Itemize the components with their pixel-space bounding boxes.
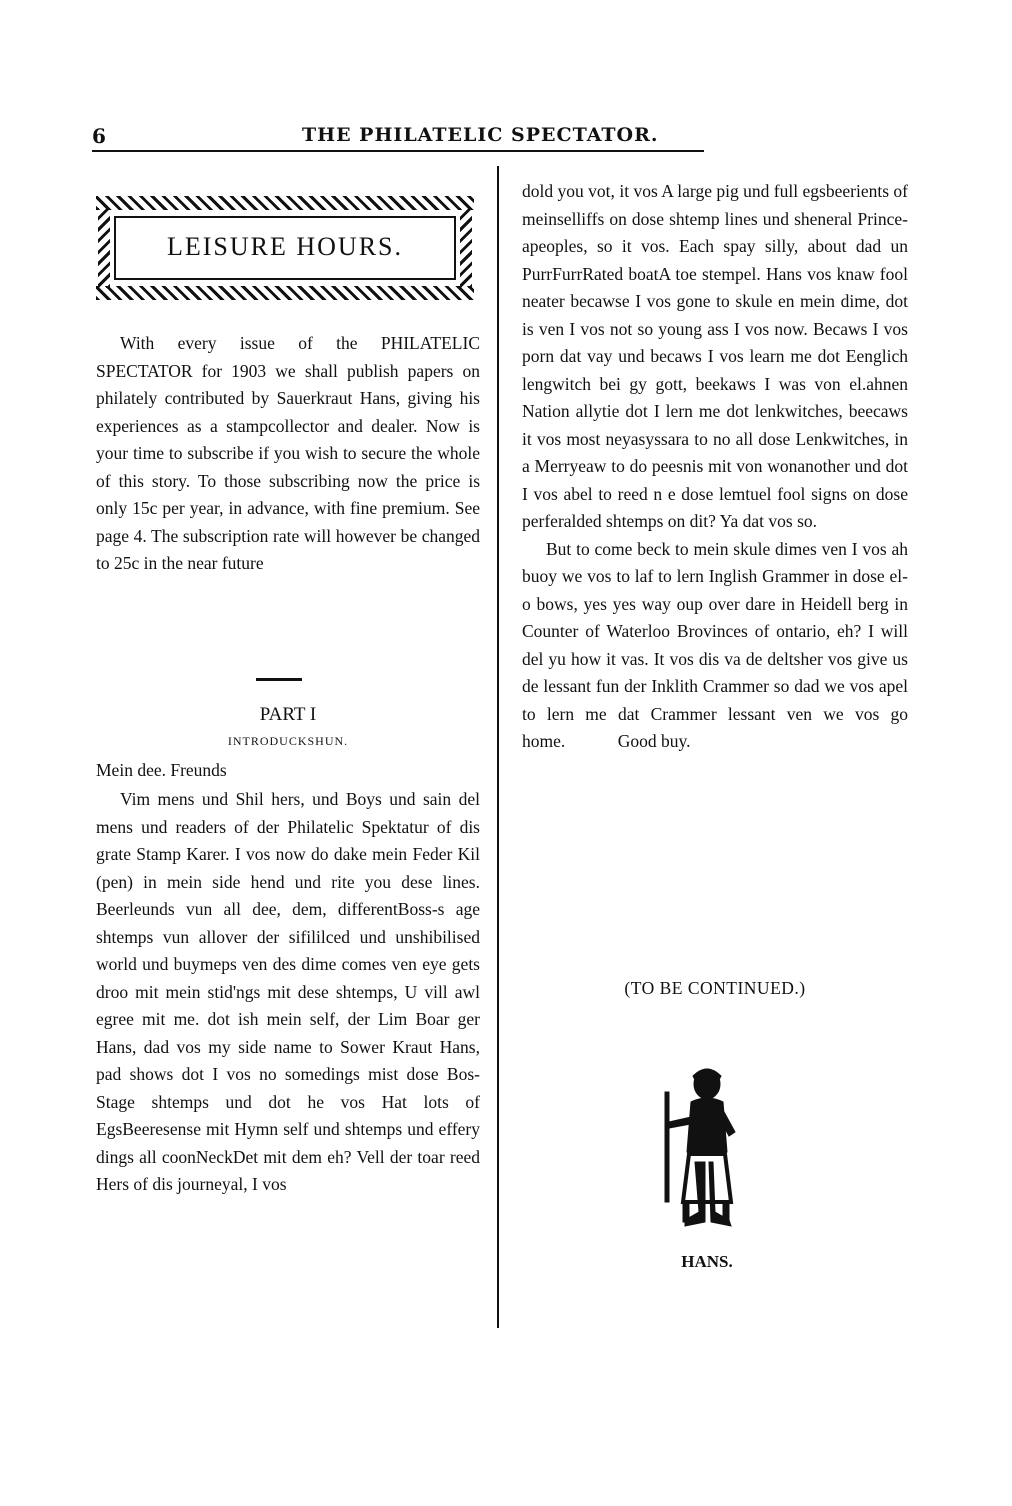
part-title: PART I bbox=[259, 704, 317, 725]
right-column bbox=[522, 178, 908, 756]
running-title: THE PHILATELIC SPECTATOR. bbox=[302, 124, 659, 146]
part-subtitle: INTRODUCKSHUN. bbox=[227, 734, 349, 748]
school-paragraph bbox=[522, 536, 908, 756]
letter-body: Vim mens und Shil hers, und Boys und sain del mens und readers of der Philatelic Spektatur of dis grate Stamp Karer. I vos now do dake mein Feder Kil (pen) in mein side hend und rite you dese lines. Beerleunds vun all dee, dem, differentBoss-s age shtemps vun allover der sifililced und unshibilised world und buymeps ven des dime comes ven eye gets droo mit mein stid'ngs mit dese shtemps, U vill awl egree mit me. dot ish mein self, der Lim Boar ger Hans, dad vos my side name to Sower Kraut Hans, pad shows dot I vos no somedings mist dose Bos-Stage shtemps und dot he vos Hat lots of EgsBeeresense mit Hymn self und shtemps und effery dings all coonNeckDet mit dem eh? Vell der toar reed Hers of dis journeyal, I vos bbox=[96, 789, 480, 1194]
page-header bbox=[92, 124, 912, 150]
section-title: LEISURE HOURS. bbox=[166, 232, 403, 261]
ornament-border-top bbox=[96, 196, 474, 210]
intro-paragraph-block bbox=[96, 330, 480, 578]
continuation-paragraph: dold you vot, it vos A large pig und full egsbeerients of meinselliffs on dose shtemp lines und sheneral Prince-apeoples, so it vos. Each spay silly, about dad un PurrFurrRated boatA toe stempel. Hans vos knaw fool neater becawse I vos gone to skule en mein dime, dot is ven I vos not so young ass I vos now. Becaws I vos porn dat vay und becaws I vos learn me dot Eenglich lengwitch bei gy gott, beekaws I was von el.ahnen Nation allytie dot I lern me dot lenkwitches, beecaws it vos most neyasyssara to no all dose Lenkwitches, in a Merryeaw to do peesnis mit von wonanother und dot I vos abel to reed n e dose lemtuel fool signs on dose perferalded shtemps on dit? Ya dat vos so. bbox=[522, 181, 908, 531]
goodbye: Good buy. bbox=[617, 731, 691, 751]
letter-body-block bbox=[96, 786, 480, 1199]
hans-illustration bbox=[655, 1062, 755, 1232]
box-frame bbox=[114, 216, 456, 280]
section-divider bbox=[256, 678, 302, 681]
to-be-continued: (TO BE CONTINUED.) bbox=[624, 978, 806, 998]
ornament-border-bottom bbox=[96, 286, 474, 300]
intro-paragraph: With every issue of the PHILATELIC SPECTATOR for 1903 we shall publish papers on philately contributed by Sauerkraut Hans, giving his experiences as a stampcollector and dealer. Now is your time to subscribe if you wish to secure the whole of this story. To those subscribing now the price is only 15c per year, in advance, with fine premium. See page 4. The subscription rate will however be changed to 25c in the near future bbox=[96, 333, 480, 573]
ornament-border-left bbox=[98, 208, 110, 288]
leisure-hours-box bbox=[96, 194, 474, 302]
header-rule bbox=[92, 150, 704, 152]
salutation: Mein dee. Freunds bbox=[96, 760, 227, 780]
school-text: But to come beck to mein skule dimes ven I vos ah buoy we vos to laf to lern Inglish Grammer in dose el-o bows, yes yes way oup over dare in Heidell berg in Counter of Waterloo Brovinces of ontario, eh? I will del yu how it vas. It vos dis va de deltsher vos give us de lessant fun der Inklith Crammer so dad we vos apel to lern me dat Crammer lessant ven we vos go home. bbox=[522, 538, 908, 751]
figure-caption: HANS. bbox=[681, 1252, 733, 1271]
column-divider bbox=[497, 166, 499, 1328]
page-number: 6 bbox=[92, 124, 106, 148]
ornament-border-right bbox=[460, 208, 472, 288]
